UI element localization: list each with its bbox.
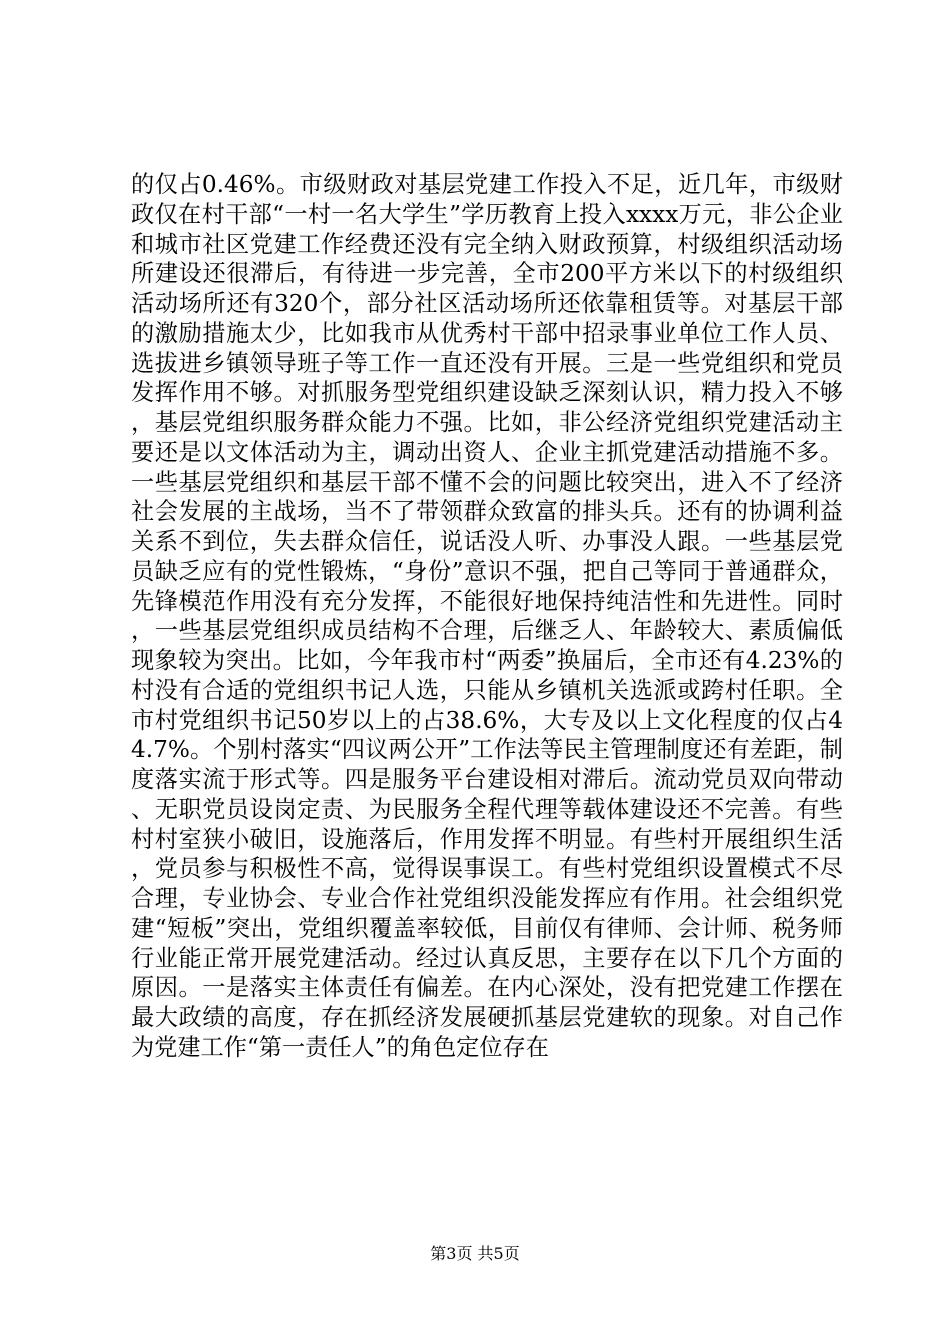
page-number-footer: 第3页 共5页 [430,1244,520,1263]
body-paragraph: 的仅占0.46%。市级财政对基层党建工作投入不足，近几年，市级财政仅在村干部“一村一名大学生”学历教育上投入xxxx万元，非公企业和城市社区党建工作经费还没有完全纳入财政预算，村级组织活动场所建设还很滞后，有待进一步完善，全市200平方米以下的村级组织活动场所还有320个，部分社区活动场所还依靠租赁等。对基层干部的激励措施太少，比如我市从优秀村干部中招录事业单位工作人员、选拔进乡镇领导班子等工作一直还没有开展。三是一些党组织和党员发挥作用不够。对抓服务型党组织建设缺乏深刻认识，精力投入不够，基层党组织服务群众能力不强。比如，非公经济党组织党建活动主要还是以文体活动为主，调动出资人、企业主抓党建活动措施不多。一些基层党组织和基层干部不懂不会的问题比较突出，进入不了经济社会发展的主战场，当不了带领群众致富的排头兵。还有的协调利益关系不到位，失去群众信任，说话没人听、办事没人跟。一些基层党员缺乏应有的党性锻炼，“身份”意识不强，把自己等同于普通群众，先锋模范作用没有充分发挥，不能很好地保持纯洁性和先进性。同时，一些基层党组织成员结构不合理，后继乏人、年龄较大、素质偏低现象较为突出。比如，今年我市村“两委”换届后，全市还有4.23%的村没有合适的党组织书记人选，只能从乡镇机关选派或跨村任职。全市村党组织书记50岁以上的占38.6%，大专及以上文化程度的仅占44.7%。个别村落实“四议两公开”工作法等民主管理制度还有差距，制度落实流于形式等。四是服务平台建设相对滞后。流动党员双向带动、无职党员设岗定责、为民服务全程代理等载体建设还不完善。有些村村室狭小破旧，设施落后，作用发挥不明显。有些村开展组织生活，党员参与积极性不高，觉得误事误工。有些村党组织设置模式不尽合理，专业协会、专业合作社党组织没能发挥应有作用。社会组织党建“短板”突出，党组织覆盖率较低，目前仅有律师、会计师、税务师行业能正常开展党建活动。经过认真反思，主要存在以下几个方面的原因。一是落实主体责任有偏差。在内心深处，没有把党建工作摆在最大政绩的高度，存在抓经济发展硬抓基层党建软的现象。对自己作为党建工作“第一责任人”的角色定位存在 [131,171,843,1061]
